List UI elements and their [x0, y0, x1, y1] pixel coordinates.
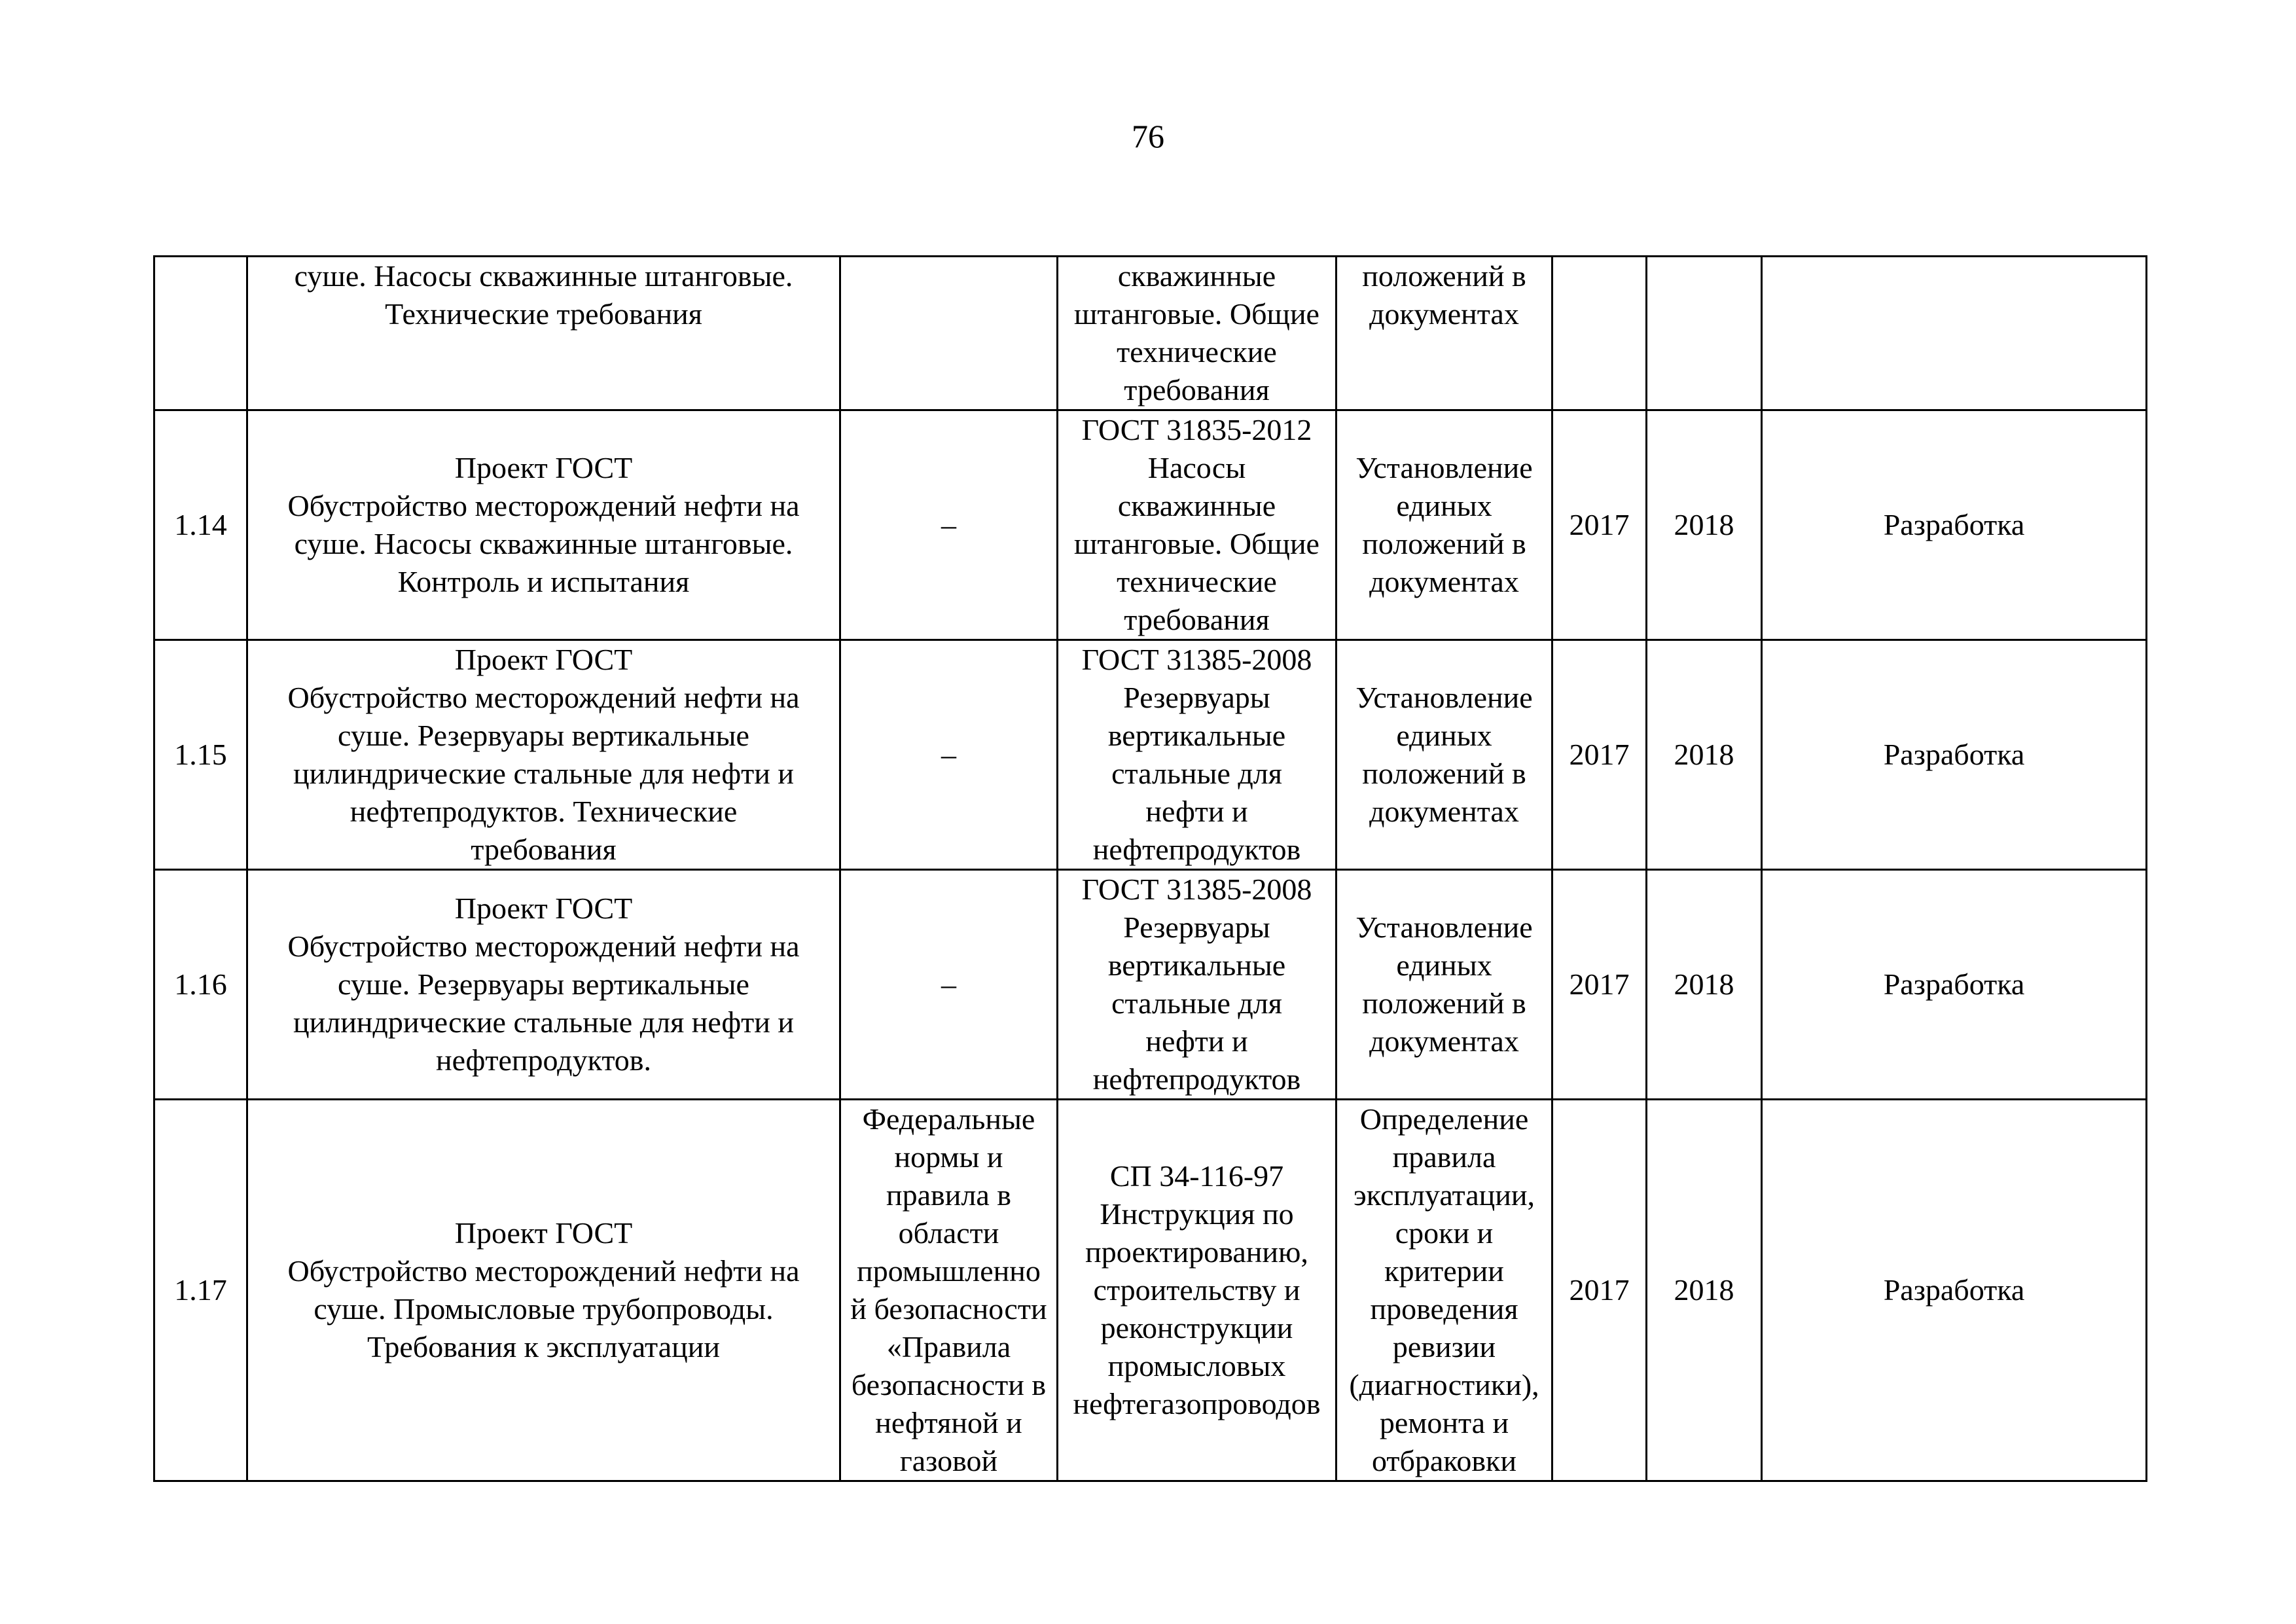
- cell-status: Разработка: [1762, 410, 2147, 640]
- cell-replaced-document: СП 34-116-97 Инструкция по проектированию, строительству и реконструкции промысловых нефтегазопроводов: [1058, 1100, 1336, 1481]
- cell-document-title: Проект ГОСТ Обустройство месторождений нефти на суше. Промысловые трубопроводы. Требования к эксплуатации: [247, 1100, 840, 1481]
- table-row: [154, 410, 2147, 640]
- cell-replaced-document: ГОСТ 31385-2008 Резервуары вертикальные стальные для нефти и нефтепродуктов: [1058, 640, 1336, 870]
- table-row: [154, 257, 2147, 410]
- cell-status: Разработка: [1762, 640, 2147, 870]
- cell-end-year: 2018: [1647, 1100, 1762, 1481]
- cell-document-title: Проект ГОСТ Обустройство месторождений нефти на суше. Насосы скважинные штанговые. Контроль и испытания: [247, 410, 840, 640]
- cell-number: 1.14: [154, 410, 247, 640]
- table-row: [154, 870, 2147, 1100]
- cell-start-year: 2017: [1552, 1100, 1647, 1481]
- cell-goal: положений в документах: [1336, 257, 1552, 410]
- cell-basis: –: [840, 870, 1058, 1100]
- cell-document-title: Проект ГОСТ Обустройство месторождений нефти на суше. Резервуары вертикальные цилиндрические стальные для нефти и нефтепродуктов. Технические требования: [247, 640, 840, 870]
- cell-document-title: суше. Насосы скважинные штанговые. Технические требования: [247, 257, 840, 410]
- cell-start-year: 2017: [1552, 410, 1647, 640]
- cell-end-year: 2018: [1647, 410, 1762, 640]
- cell-status: Разработка: [1762, 1100, 2147, 1481]
- cell-goal: Определение правила эксплуатации, сроки и критерии проведения ревизии (диагностики), ремонта и отбраковки: [1336, 1100, 1552, 1481]
- cell-replaced-document: ГОСТ 31835-2012 Насосы скважинные штанговые. Общие технические требования: [1058, 410, 1336, 640]
- cell-basis: –: [840, 410, 1058, 640]
- standards-plan-table: [153, 255, 2147, 1482]
- cell-basis: [840, 257, 1058, 410]
- cell-basis: Федеральные нормы и правила в области промышленно й безопасности «Правила безопасности в нефтяной и газовой: [840, 1100, 1058, 1481]
- cell-end-year: [1647, 257, 1762, 410]
- cell-replaced-document: ГОСТ 31385-2008 Резервуары вертикальные стальные для нефти и нефтепродуктов: [1058, 870, 1336, 1100]
- cell-goal: Установление единых положений в документах: [1336, 640, 1552, 870]
- cell-number: 1.17: [154, 1100, 247, 1481]
- cell-replaced-document: скважинные штанговые. Общие технические требования: [1058, 257, 1336, 410]
- cell-end-year: 2018: [1647, 640, 1762, 870]
- table-row: [154, 1100, 2147, 1481]
- cell-start-year: 2017: [1552, 640, 1647, 870]
- cell-status: Разработка: [1762, 870, 2147, 1100]
- cell-number: 1.15: [154, 640, 247, 870]
- cell-start-year: 2017: [1552, 870, 1647, 1100]
- cell-number: 1.16: [154, 870, 247, 1100]
- cell-end-year: 2018: [1647, 870, 1762, 1100]
- page-number: 76: [1132, 118, 1164, 154]
- cell-basis: –: [840, 640, 1058, 870]
- cell-start-year: [1552, 257, 1647, 410]
- cell-status: [1762, 257, 2147, 410]
- table-row: [154, 640, 2147, 870]
- cell-document-title: Проект ГОСТ Обустройство месторождений нефти на суше. Резервуары вертикальные цилиндрические стальные для нефти и нефтепродуктов.: [247, 870, 840, 1100]
- cell-goal: Установление единых положений в документах: [1336, 870, 1552, 1100]
- cell-goal: Установление единых положений в документах: [1336, 410, 1552, 640]
- cell-number: [154, 257, 247, 410]
